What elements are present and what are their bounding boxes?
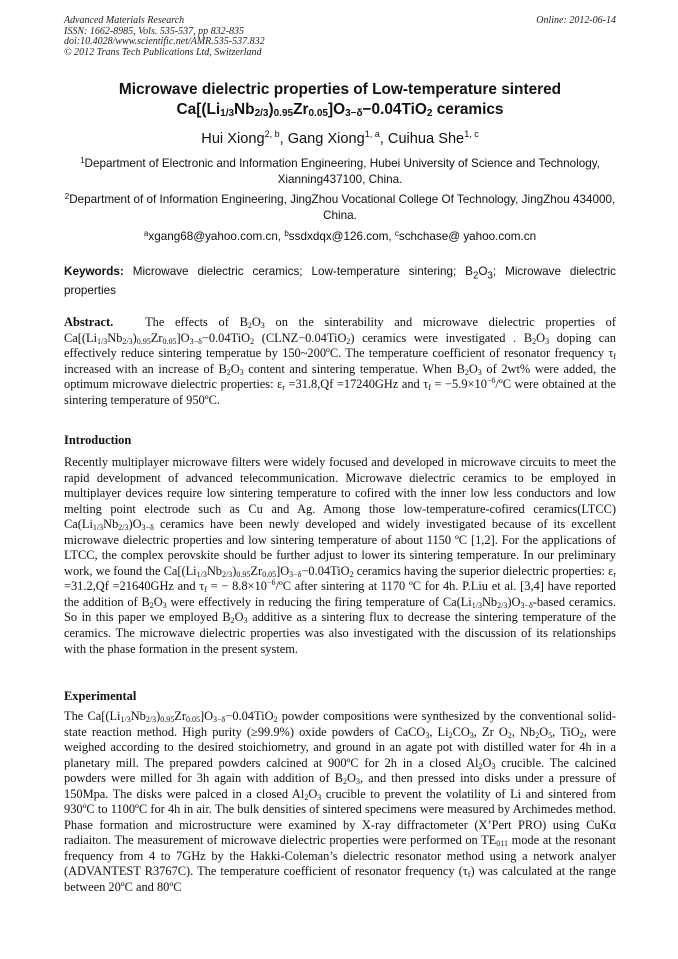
introduction-text: Recently multiplayer microwave filters were widely focused and developed in microwave circuits to meet the rapid development of advanced telecommunication. Microwave dielectric ceramics to be employed in multiplayer devices require low sintering temperature to cofired with the inner low less conductors and low melting point electrode such as Cu and Ag. Among those low-temperature-cofired ceramics(LTCC) $Ca(Li_{1/3}Nb_{2/3})O_{3-\delta}$ ceramics have been newly developed and widely investigated because of its excellent microwave dielectric properties and low sintering temperature of about 1150 ºC [1,2]. For the applications of LTCC, the complex perovskite should be further adjust to lower its sintering temperature. In our preliminary work, we found the $Ca[(Li_{1/3}Nb_{2/3})_{0.95}Zr_{0.05}]O_{3-\delta}-0.04TiO_2$ ceramics having the superior dielectric properties: $\varepsilon_r =31.2,Qf =21640GHz$ and $\tau_f$ = − $8.8\times 10^{-6}/ºC$ after sintering at 1170 ºC for 4h. P.Liu et al. [3,4] have reported the addition of $B_2O_3$ were effectively in reducing the firing temperature of $Ca(Li_{1/3}Nb_{2/3})O_{3-\delta}$-based ceramics. So in this paper we employed $B_2O_3$ additive as a sintering flux to decrease the sintering temperature of the ceramics. The microwave dielectric properties was also investigated with the discussion of its relationships with the phase formation in the present system. (64, 455, 616, 656)
doi-line: doi:10.4028/www.scientific.net/AMR.535-537.832 (64, 36, 265, 48)
title-line-2: $Ca[(Li_{1/3}Nb_{2/3})_{0.95}Zr_{0.05}]O_{3-\delta}-0.04TiO_2$ ceramics (176, 101, 504, 119)
abstract (64, 315, 616, 409)
abstract-text: The effects of $B_2O_3$ on the sinterability and microwave dielectric properties of $Ca[(Li_{1/3}Nb_{2/3})_{0.95}Zr_{0.05}]O_{3-\delta}-0.04TiO_2$ (CLNZ−0.04TiO$_2$) ceramics were investigated . $B_2O_3$ doping can effectively reduce sintering temperatue by 150~200ºC. The temperature coefficient of resonator frequency $\tau_f$ increased with an increase of $B_2O_3$ content and sintering temperatue. When $B_2O_3$ of 2wt% were added, the optimum microwave dielectric properties: $\varepsilon_r =31.8,Qf =17240GHz$ and $\tau_f$ = $-5.9\times 10^{-6}/ºC$ were obtained at the sintering temperature of 950ºC. (64, 315, 616, 407)
keywords-label: Keywords: (64, 265, 124, 278)
author-list: Hui Xiong$^{2, b}$, Gang Xiong$^{1, a}$, Cuihua She$^{1, c}$ (201, 129, 479, 147)
paper-title (64, 80, 616, 120)
online-date: Online: 2012-06-14 (536, 15, 616, 26)
affiliation-number: 2 (64, 192, 70, 201)
title-line-1: Microwave dielectric properties of Low-temperature sintered (118, 81, 562, 98)
abstract-label: Abstract. (64, 315, 114, 329)
keywords-text: Microwave dielectric ceramics; Low-temperature sintering; $B_2O_3$; Microwave dielectric properties (64, 265, 616, 298)
section-heading-introduction: Introduction (64, 433, 132, 447)
author-sup: 1, a (364, 129, 380, 139)
journal-name: Advanced Materials Research (64, 15, 185, 26)
experimental-text: The $Ca[(Li_{1/3}Nb_{2/3})_{0.95}Zr_{0.05}]O_{3-\delta}-0.04TiO_2$ powder compositions were synthesized by the conventional solid-state reaction method. High purity (≥99.9%) oxide powders of CaCO$_3$, $Li_2CO_3$, Zr $O_2$, $Nb_2O_5$, TiO$_2$, were weighed according to the desired stoichiometry, and ground in an agate pot with distilled water for 4h in a planetary mill. The prepared powders calcined at 900ºC for 2h in a closed $Al_2O_3$ crucible. The calcined powders were milled for 3h again with addition of $B_2O_3$, and then pressed into disks under a pressure of 150Mpa. The disks were palced in a closed $Al_2O_3$ crucible to prevent the volatility of Li and sintered from 930ºC to 1100ºC for 4h in air. The bulk densities of sintered specimens were measured by Archimedes method. Phase formation and microstructure were examined by X-ray diffractometer (X’Pert PRO) using CuKα radiaiton. The measurement of microwave dielectric properties were performed on $TE_{011}$ mode at the resonant frequency from 4 to 7GHz by the Hakki-Coleman’s dielectric resonator method using a network analyer (ADVANTEST R3767C). The temperature coefficient of resonator frequency $(\tau_f)$ was calculated at the range between 20ºC and 80ºC (64, 709, 617, 895)
journal-header (64, 16, 616, 58)
author-name: Hui Xiong (201, 131, 265, 147)
affiliation-1 (64, 156, 616, 188)
keywords (64, 264, 616, 298)
affiliation-number: 1 (80, 156, 85, 165)
author-name: Gang Xiong (287, 131, 365, 147)
author-name: Cuihua She (387, 131, 465, 147)
affiliation-text: Department of Electronic and Information Engineering, Hubei University of Science and Technology, Xianning437100, China. (84, 157, 600, 186)
affiliation-2 (64, 192, 616, 224)
section-heading-experimental: Experimental (64, 689, 137, 703)
issn-line: ISSN: 1662-8985, Vols. 535-537, pp 832-835 (64, 25, 244, 37)
author-sup: 2, b (264, 129, 280, 139)
author-sup: 1, c (464, 129, 479, 139)
copyright-line: © 2012 Trans Tech Publications Ltd, Switzerland (64, 46, 262, 58)
affiliation-text: Department of of Information Engineering, JingZhou Vocational College Of Technology, JingZhou 434000, China. (69, 193, 616, 222)
email-line: $^a$xgang68@yahoo.com.cn, $^b$ssdxdqx@126.com, $^c$schchase@ yahoo.com.cn (143, 229, 537, 243)
